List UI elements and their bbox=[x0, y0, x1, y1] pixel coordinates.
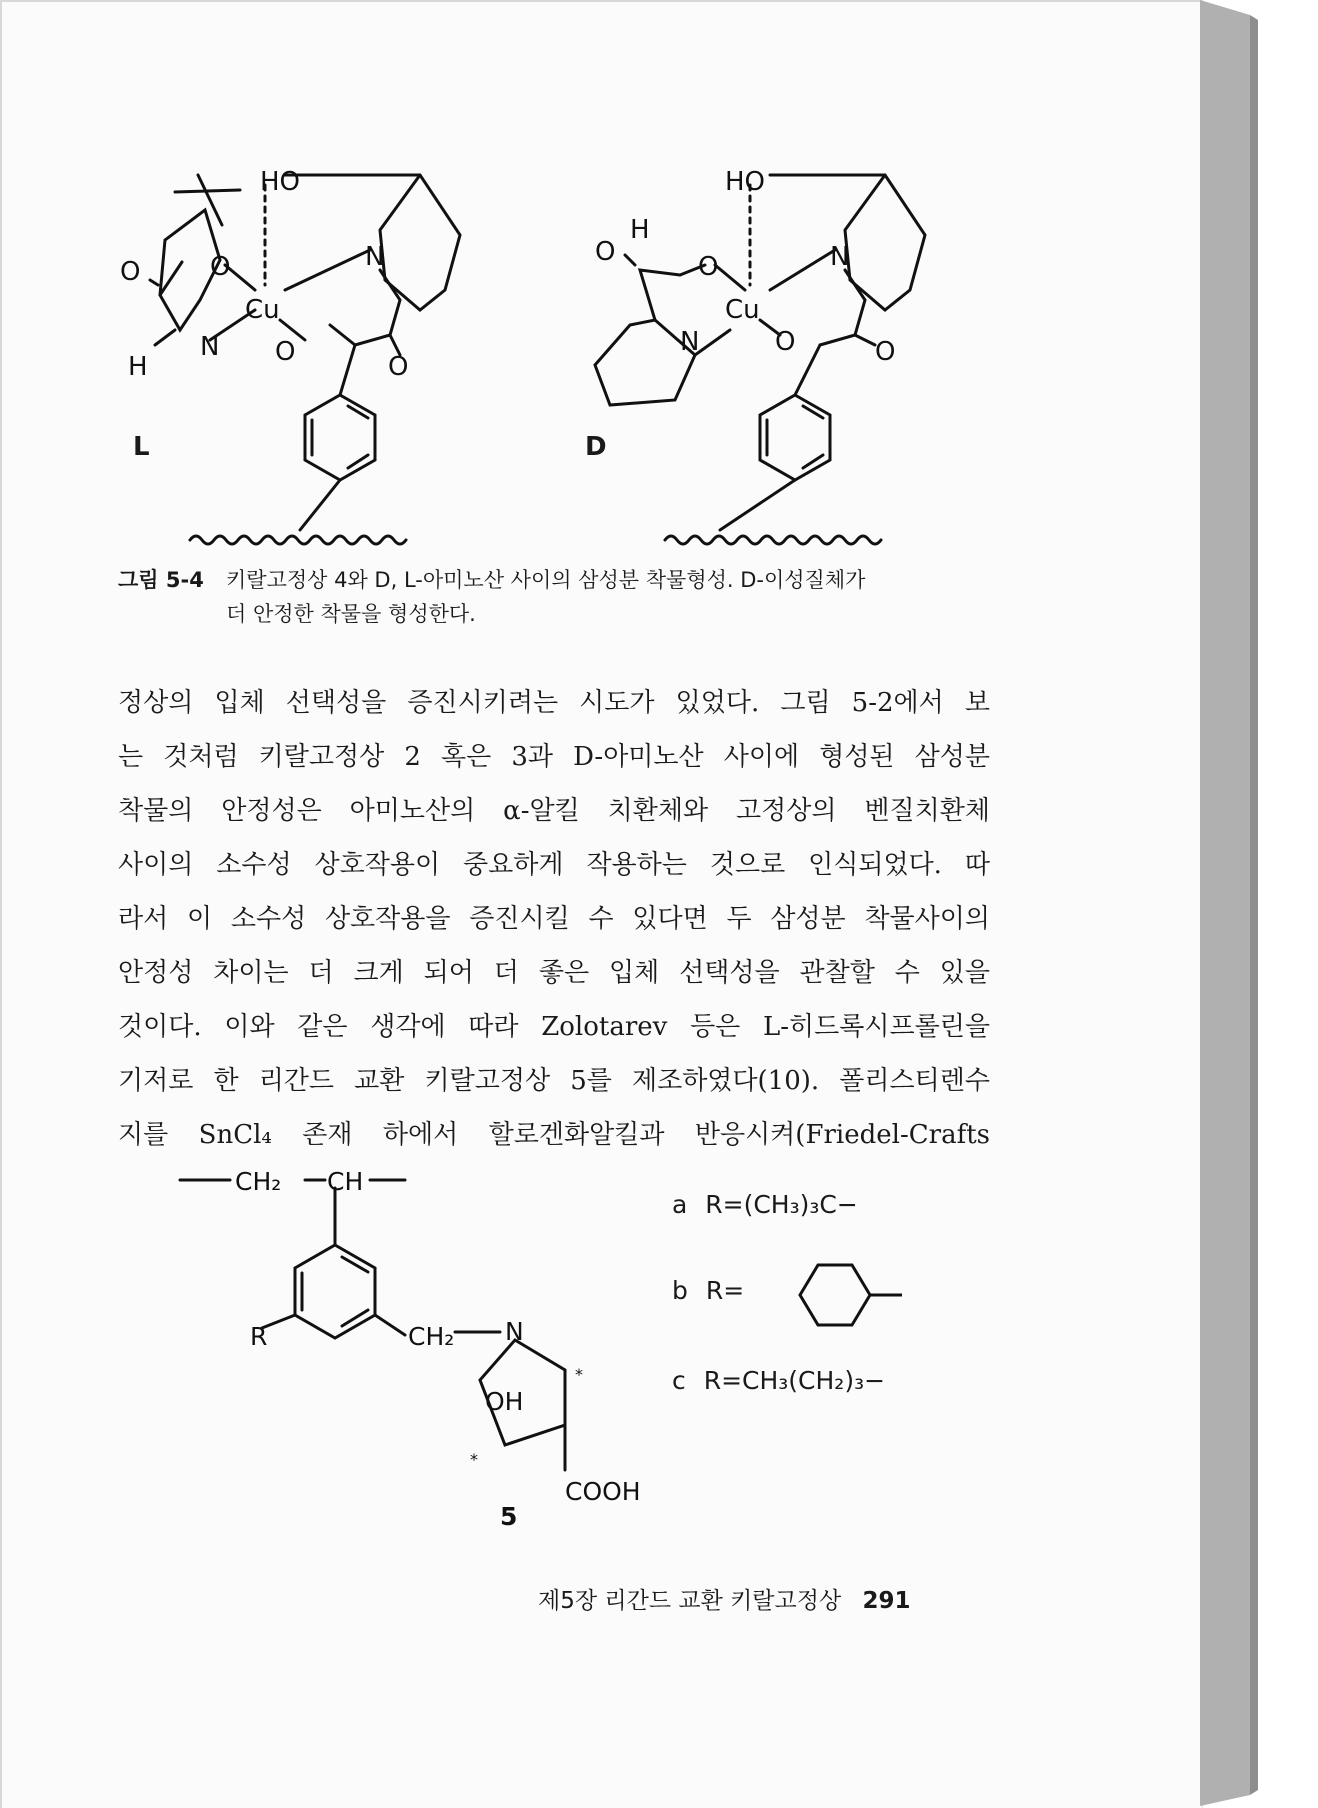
figure-complex-l bbox=[120, 150, 480, 550]
running-footer-chapter: 제5장 리간드 교환 키랄고정상 bbox=[538, 1588, 842, 1614]
option-a-letter: a bbox=[672, 1190, 688, 1219]
carboxyl-cooh: COOH bbox=[565, 1477, 641, 1506]
body-line: 안정성 차이는 더 크게 되어 더 좋은 입체 선택성을 관찰할 수 있을 bbox=[118, 958, 990, 988]
substituent-r: R bbox=[250, 1322, 268, 1351]
hydroxyl-oh: OH bbox=[485, 1387, 524, 1416]
body-line: 사이의 소수성 상호작용이 중요하게 작용하는 것으로 인식되었다. 따 bbox=[118, 850, 990, 880]
option-a-formula: R=(CH₃)₃C− bbox=[705, 1190, 858, 1219]
linker-ch2: CH₂ bbox=[408, 1322, 455, 1351]
atom-h: H bbox=[128, 352, 148, 382]
atom-o: O bbox=[775, 327, 796, 357]
atom-cu: Cu bbox=[725, 295, 760, 325]
atom-o: O bbox=[210, 252, 231, 282]
atom-n: N bbox=[365, 242, 385, 272]
option-b bbox=[672, 1276, 744, 1305]
figure-complex-d bbox=[580, 150, 940, 550]
caption-line-2: 더 안정한 착물을 형성한다. bbox=[226, 602, 476, 626]
atom-ho: HO bbox=[260, 167, 301, 197]
body-line: 기저로 한 리간드 교환 키랄고정상 5를 제조하였다(10). 폴리스티렌수 bbox=[118, 1066, 990, 1096]
atom-h: H bbox=[630, 215, 650, 245]
body-line: 라서 이 소수성 상호작용을 증진시킬 수 있다면 두 삼성분 착물사이의 bbox=[118, 904, 990, 934]
caption-line-1: 키랄고정상 4와 D, L-아미노산 사이의 삼성분 착물형성. D-이성질체가 bbox=[226, 568, 866, 592]
cyclohexyl-ring bbox=[790, 1255, 910, 1335]
option-c bbox=[672, 1366, 885, 1395]
caption-number: 그림 5-4 bbox=[118, 568, 204, 592]
svg-text:*: * bbox=[470, 1450, 478, 1469]
chain-ch2: CH₂ bbox=[235, 1167, 282, 1196]
compound-number: 5 bbox=[500, 1502, 518, 1531]
body-line: 것이다. 이와 같은 생각에 따라 Zolotarev 등은 L-히드록시프롤린을 bbox=[118, 1012, 990, 1042]
figure-label-l: L bbox=[133, 432, 150, 462]
page-number: 291 bbox=[862, 1588, 911, 1614]
atom-o: O bbox=[275, 337, 296, 367]
atom-n: N bbox=[830, 242, 850, 272]
svg-text:*: * bbox=[575, 1365, 583, 1384]
figure-label-d: D bbox=[585, 432, 607, 462]
body-line: 는 것처럼 키랄고정상 2 혹은 3과 D-아미노산 사이에 형성된 삼성분 bbox=[118, 742, 990, 772]
chain-ch: CH bbox=[327, 1167, 364, 1196]
atom-o: O bbox=[698, 252, 719, 282]
atom-cu: Cu bbox=[245, 295, 280, 325]
option-c-letter: c bbox=[672, 1366, 686, 1395]
body-line: 지를 SnCl₄ 존재 하에서 할로겐화알킬과 반응시켜(Friedel-Crafts bbox=[118, 1120, 990, 1150]
body-line: 정상의 입체 선택성을 증진시키려는 시도가 있었다. 그림 5-2에서 보 bbox=[118, 688, 990, 718]
body-paragraph bbox=[118, 676, 990, 1162]
figure-caption bbox=[118, 563, 998, 631]
option-b-formula: R= bbox=[705, 1276, 745, 1305]
option-c-formula: R=CH₃(CH₂)₃− bbox=[703, 1366, 886, 1395]
option-a bbox=[672, 1190, 858, 1219]
book-spine bbox=[1200, 0, 1318, 1806]
atom-n: N bbox=[680, 327, 700, 357]
structure-5 bbox=[180, 1150, 641, 1540]
atom-o: O bbox=[875, 337, 896, 367]
atom-n: N bbox=[200, 332, 220, 362]
atom-o: O bbox=[595, 237, 616, 267]
option-b-letter: b bbox=[672, 1276, 688, 1305]
atom-n: N bbox=[505, 1317, 524, 1346]
atom-ho: HO bbox=[725, 167, 766, 197]
atom-o: O bbox=[388, 352, 409, 382]
body-line: 착물의 안정성은 아미노산의 α-알킬 치환체와 고정상의 벤질치환체 bbox=[118, 796, 990, 826]
page-footer bbox=[538, 1582, 911, 1615]
atom-o: O bbox=[120, 257, 141, 287]
